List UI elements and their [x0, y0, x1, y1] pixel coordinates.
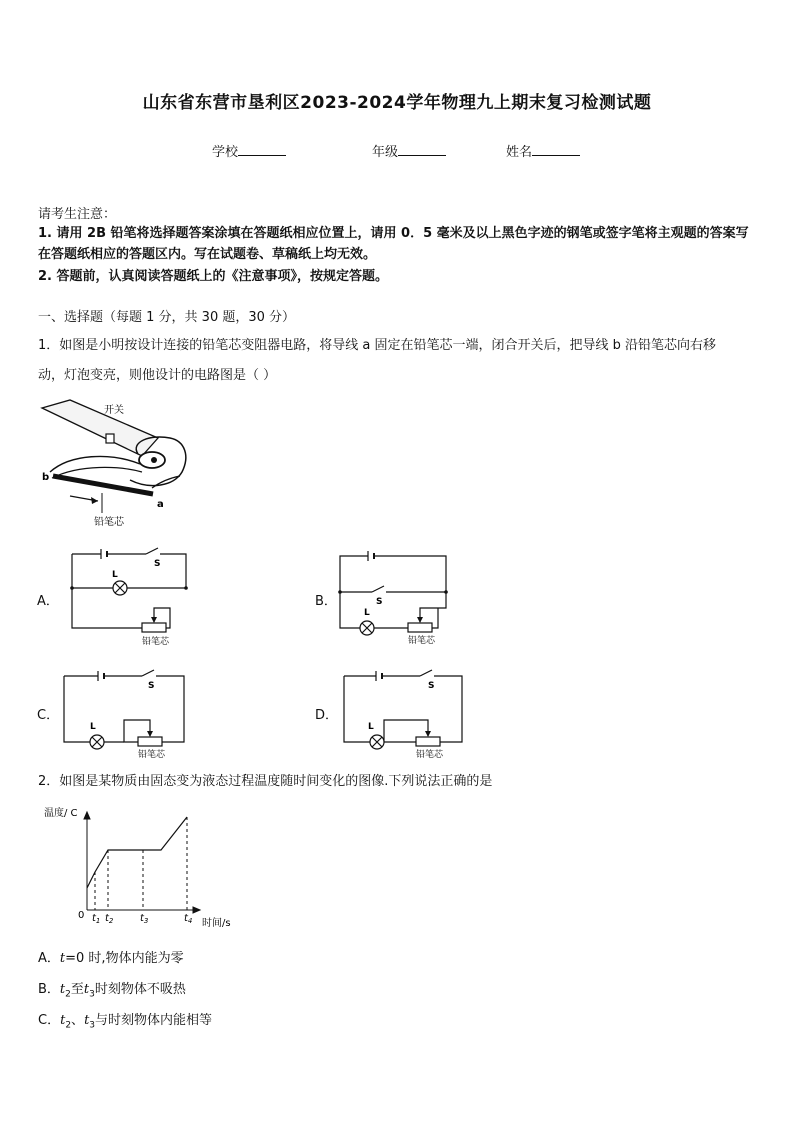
sub-2: 2 [65, 1020, 72, 1031]
tick-t1 [92, 913, 100, 925]
junction [338, 590, 342, 594]
notice-item-1: 1. 请用 2B 铅笔将选择题答案涂填在答题纸相应位置上，请用 0．5 毫米及以上黑色字迹的钢笔或签字笔将主观题的答案写在答题纸相应的答题区内。写在试题卷、草稿纸上均无效。 [38, 226, 749, 262]
x-axis-arrow [193, 907, 200, 913]
pencil-lead-circuit-figure [30, 398, 200, 528]
q2-option-b[interactable] [38, 978, 186, 1000]
s-text: S [154, 559, 161, 569]
s-text: S [148, 681, 155, 691]
q2-stem: 2．如图是某物质由固态变为液态过程温度随时间变化的图像.下列说法正确的是 [38, 774, 493, 789]
circuit-a-wires [72, 554, 186, 588]
circuit-c [58, 662, 190, 760]
circuit-c-lower [64, 676, 124, 742]
tick-t1-sub: 1 [95, 917, 101, 925]
a-text: a [157, 499, 164, 510]
pencil-lead-bar [53, 476, 153, 494]
pencil-text: 铅笔芯 [408, 636, 436, 646]
junction [184, 586, 188, 590]
temperature-time-chart [42, 804, 252, 934]
l-text: L [112, 570, 118, 580]
option-label: A． [38, 951, 60, 966]
tick-t3-t: t [140, 913, 144, 924]
option-text: 与时刻物体内能相等 [95, 1013, 213, 1028]
junction [444, 590, 448, 594]
name-label: 姓名 [506, 145, 533, 160]
grade-label: 年级 [372, 145, 399, 160]
switch-text: 开关 [104, 405, 124, 416]
option-text: 时刻物体不吸热 [94, 982, 186, 997]
option-c-label[interactable]: C． [37, 708, 60, 723]
rheostat-icon [142, 623, 166, 632]
l-text: L [90, 722, 96, 732]
q1-stem-line2: 动，灯泡变亮，则他设计的电路图是（ ） [38, 368, 277, 383]
rheostat-icon [408, 623, 432, 632]
pencil-text: 铅笔芯 [416, 750, 444, 760]
switch-icon [106, 434, 114, 443]
tick-t4-t: t [184, 913, 188, 924]
var-t2: t [59, 982, 66, 997]
option-text: =0 时,物体内能为零 [65, 951, 184, 966]
s-text: S [376, 597, 383, 607]
tick-t3-sub: 3 [143, 917, 149, 925]
circuit-a [66, 546, 192, 648]
pencil-text: 铅笔芯 [138, 750, 166, 760]
var-t3: t [84, 1013, 90, 1028]
grade-field [372, 141, 446, 160]
switch-blade [372, 586, 384, 592]
sub-2: 2 [65, 989, 71, 1000]
notice-heading: 请考生注意： [38, 207, 117, 222]
option-b-label[interactable]: B． [315, 594, 337, 609]
circuit-d [338, 662, 470, 760]
origin-label: 0 [78, 910, 85, 921]
pencil-text: 铅笔芯 [94, 517, 124, 528]
tick-t3 [140, 913, 148, 925]
circuit-d-lower [344, 676, 428, 742]
guide-lines [95, 817, 187, 910]
var-t3: t [83, 982, 90, 997]
name-blank [532, 143, 580, 156]
page-title: 山东省东营市垦利区2023-2024学年物理九上期末复习检测试题 [142, 93, 652, 113]
x-axis-label: 时间/s [202, 918, 231, 929]
circuit-b [334, 548, 460, 648]
arrow-head [91, 497, 98, 504]
school-blank [238, 143, 286, 156]
tick-t1-t: t [92, 913, 96, 924]
option-label: B． [38, 982, 60, 997]
tick-t4 [184, 913, 192, 925]
rheostat-icon [416, 737, 440, 746]
b-text: b [42, 472, 50, 483]
option-label: C． [38, 1013, 61, 1028]
l-text: L [364, 608, 370, 618]
grade-blank [398, 143, 446, 156]
switch-blade [146, 548, 158, 554]
var-t2: t [60, 1013, 66, 1028]
slider-arrow [417, 617, 423, 623]
circuit-b-wires [340, 556, 446, 592]
section-heading: 一、选择题（每题 1 分，共 30 题，30 分） [38, 310, 296, 325]
wire-b [50, 456, 140, 472]
option-a-label[interactable]: A． [37, 594, 59, 609]
slider-arrow [147, 731, 153, 737]
sub-3: 3 [89, 989, 95, 1000]
tick-t4-sub: 4 [187, 917, 193, 925]
pencil-text: 铅笔芯 [142, 637, 170, 647]
var-t: t [59, 951, 66, 966]
s-text: S [428, 681, 435, 691]
tick-t2 [105, 913, 114, 925]
school-field [212, 141, 286, 160]
sub-3: 3 [89, 1020, 96, 1031]
circuit-d-wires [344, 676, 462, 742]
tick-t2-t: t [105, 913, 109, 924]
circuit-c-wires [64, 676, 184, 742]
slider-arrow [425, 731, 431, 737]
switch-blade [142, 670, 154, 676]
option-text-mid: 至 [70, 982, 84, 997]
switch-blade [420, 670, 432, 676]
tick-t2-sub: 2 [108, 917, 114, 925]
junction [70, 586, 74, 590]
school-label: 学校 [212, 145, 239, 160]
temperature-curve [87, 817, 187, 888]
rheostat-icon [138, 737, 162, 746]
board-outline [42, 400, 158, 456]
bulb-filament [151, 457, 157, 463]
q2-option-c[interactable] [38, 1009, 212, 1031]
q2-option-a[interactable] [38, 947, 184, 966]
q1-stem-line1: 1．如图是小明按设计连接的铅笔芯变阻器电路，将导线 a 固定在铅笔芯一端，闭合开关后，把导线 b 沿铅笔芯向右移 [38, 338, 717, 353]
y-axis-arrow [84, 812, 90, 819]
y-axis-label: 温度/ C [44, 808, 78, 819]
option-text-mid: 、 [71, 1013, 85, 1028]
notice-item-2: 2. 答题前，认真阅读答题纸上的《注意事项》，按规定答题。 [38, 269, 389, 284]
slider-arrow [151, 617, 157, 623]
l-text: L [368, 722, 374, 732]
option-d-label[interactable]: D． [315, 708, 339, 723]
name-field [506, 141, 580, 160]
